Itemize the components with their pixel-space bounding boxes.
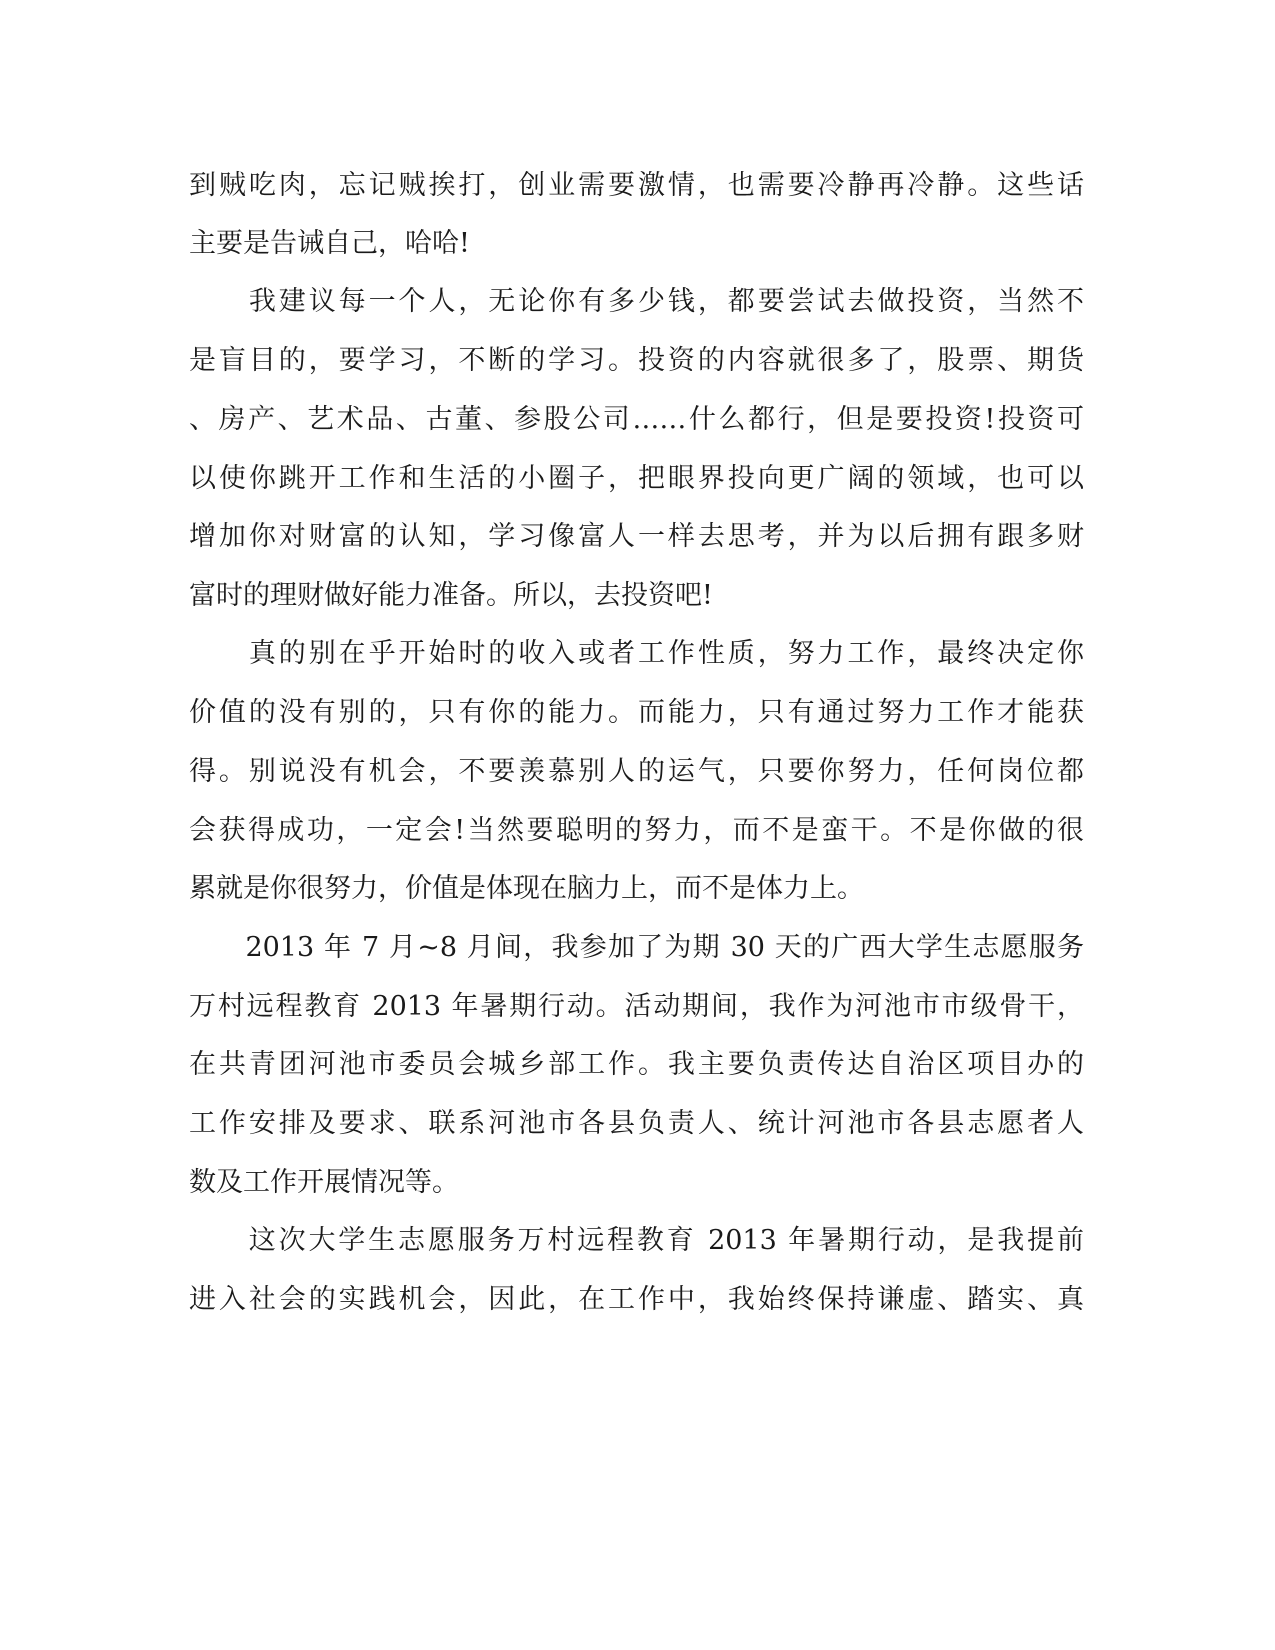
text-line: 万村远程教育 2013 年暑期行动。活动期间，我作为河池市市级骨干，	[189, 991, 1084, 1022]
text-line: 在共青团河池市委员会城乡部工作。我主要负责传达自治区项目办的	[189, 1049, 1084, 1080]
text-line: 到贼吃肉，忘记贼挨打，创业需要激情，也需要冷静再冷静。这些话	[189, 170, 1084, 201]
text-line: 真的别在乎开始时的收入或者工作性质，努力工作，最终决定你	[189, 638, 1084, 669]
text-line: 、房产、艺术品、古董、参股公司……什么都行，但是要投资!投资可	[189, 404, 1084, 435]
text-line: 我建议每一个人，无论你有多少钱，都要尝试去做投资，当然不	[189, 286, 1084, 317]
text-line: 会获得成功，一定会!当然要聪明的努力，而不是蛮干。不是你做的很	[189, 815, 1084, 846]
text-line: 2013 年 7 月~8 月间，我参加了为期 30 天的广西大学生志愿服务	[189, 932, 1084, 963]
text-line: 以使你跳开工作和生活的小圈子，把眼界投向更广阔的领域，也可以	[189, 463, 1084, 494]
text-line: 价值的没有别的，只有你的能力。而能力，只有通过努力工作才能获	[189, 697, 1084, 728]
text-line: 这次大学生志愿服务万村远程教育 2013 年暑期行动，是我提前	[189, 1225, 1084, 1256]
text-line: 主要是告诫自己，哈哈!	[189, 228, 470, 259]
text-line: 累就是你很努力，价值是体现在脑力上，而不是体力上。	[189, 873, 864, 904]
text-line: 富时的理财做好能力准备。所以，去投资吧!	[189, 580, 713, 611]
text-line: 进入社会的实践机会，因此，在工作中，我始终保持谦虚、踏实、真	[189, 1284, 1084, 1315]
text-line: 是盲目的，要学习，不断的学习。投资的内容就很多了，股票、期货	[189, 345, 1084, 376]
text-line: 工作安排及要求、联系河池市各县负责人、统计河池市各县志愿者人	[189, 1108, 1084, 1139]
text-line: 数及工作开展情况等。	[189, 1167, 459, 1198]
text-line: 增加你对财富的认知，学习像富人一样去思考，并为以后拥有跟多财	[189, 521, 1084, 552]
text-line: 得。别说没有机会，不要羡慕别人的运气，只要你努力，任何岗位都	[189, 756, 1084, 787]
